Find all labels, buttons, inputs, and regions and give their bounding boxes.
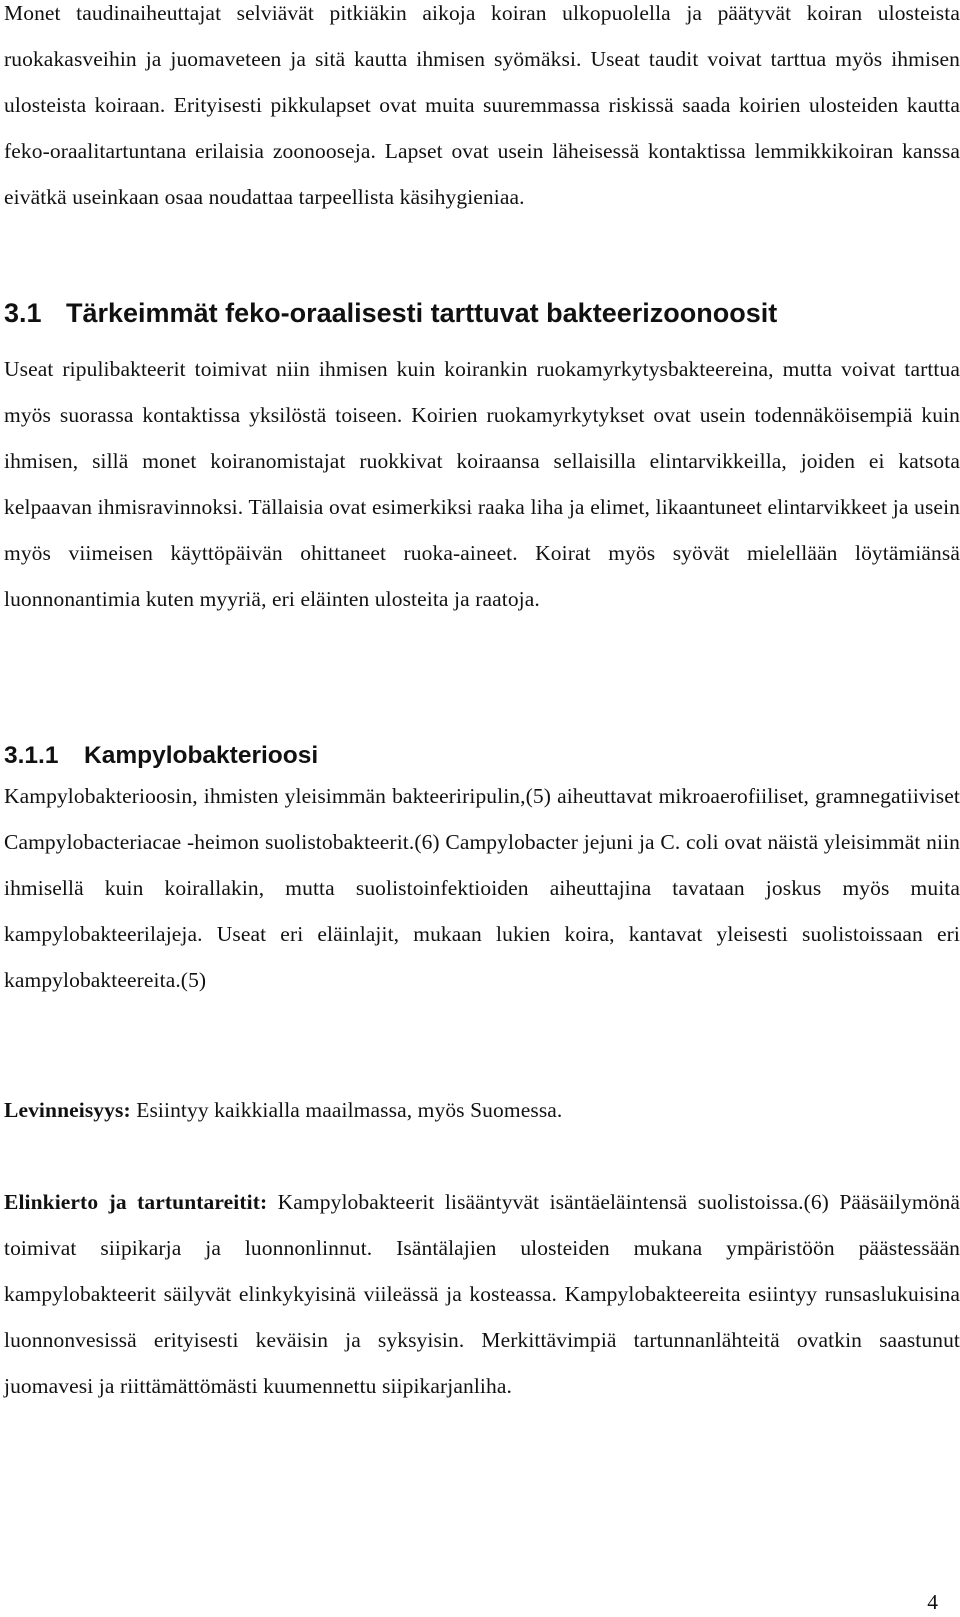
section-heading	[4, 296, 777, 330]
lifecycle-label: Elinkierto ja tartuntareitit:	[4, 1190, 268, 1214]
section-title: Tärkeimmät feko-oraalisesti tarttuvat bakteerizoonoosit	[66, 298, 778, 328]
subsection-heading	[4, 740, 318, 772]
subsection-number: 3.1.1	[4, 742, 59, 769]
lifecycle-text: Kampylobakteerit lisääntyvät isäntäeläintensä suolistoissa.(6) Pääsäilymönä toimivat siipikarja ja luonnonlinnut. Isäntälajien ulosteiden mukana ympäristöön päästessään kampylobakteerit säilyvät elinkykyisinä viileässä ja kosteassa. Kampylobakteereita esiintyy runsaslukuisina luonnonvesissä erityisesti keväisin ja syksyisin. Merkittävimpiä tartunnanlähteitä ovatkin saastunut juomavesi ja riittämättömästi kuumennettu siipikarjanliha.	[4, 1190, 960, 1398]
distribution-text: Esiintyy kaikkialla maailmassa, myös Suomessa.	[136, 1098, 563, 1122]
lifecycle-paragraph	[4, 1179, 960, 1409]
subsection-paragraph: Kampylobakterioosin, ihmisten yleisimmän bakteeriripulin,(5) aiheuttavat mikroaerofiiliset, gramnegatiiviset Campylobacteriacae -heimon suolistobakteerit.(6) Campylobacter jejuni ja C. coli ovat näistä yleisimmät niin ihmisellä kuin koirallakin, mutta suolistoinfektioiden aiheuttajina tavataan joskus myös muita kampylobakteerilajeja. Useat eri eläinlajit, mukaan lukien koira, kantavat yleisesti suolistoissaan eri kampylobakteereita.(5)	[4, 784, 960, 992]
section-number: 3.1	[4, 298, 42, 328]
section-paragraph: Useat ripulibakteerit toimivat niin ihmisen kuin koirankin ruokamyrkytysbakteereina, mutta voivat tarttua myös suorassa kontaktissa yksilöstä toiseen. Koirien ruokamyrkytykset ovat usein todennäköisempiä kuin ihmisen, sillä monet koiranomistajat ruokkivat koiraansa sellaisilla elintarvikkeilla, joiden ei katsota kelpaavan ihmisravinnoksi. Tällaisia ovat esimerkiksi raaka liha ja elimet, likaantuneet elintarvikkeet ja usein myös viimeisen käyttöpäivän ohittaneet ruoka-aineet. Koirat myös syövät mielellään löytämiänsä luonnonantimia kuten myyriä, eri eläinten ulosteita ja raatoja.	[4, 357, 960, 611]
intro-paragraph: Monet taudinaiheuttajat selviävät pitkiäkin aikoja koiran ulkopuolella ja päätyvät koiran ulosteista ruokakasveihin ja juomaveteen ja sitä kautta ihmisen syömäksi. Useat taudit voivat tarttua myös ihmisen ulosteista koiraan. Erityisesti pikkulapset ovat muita suuremmassa riskissä saada koirien ulosteiden kautta feko-oraalitartuntana erilaisia zoonooseja. Lapset ovat usein läheisessä kontaktissa lemmikkikoiran kanssa eivätkä useinkaan osaa noudattaa tarpeellista käsihygieniaa.	[4, 1, 960, 209]
distribution-paragraph	[4, 1087, 960, 1133]
subsection-title: Kampylobakterioosi	[84, 742, 319, 769]
distribution-label: Levinneisyys:	[4, 1098, 131, 1122]
page-number: 4	[927, 1590, 938, 1614]
